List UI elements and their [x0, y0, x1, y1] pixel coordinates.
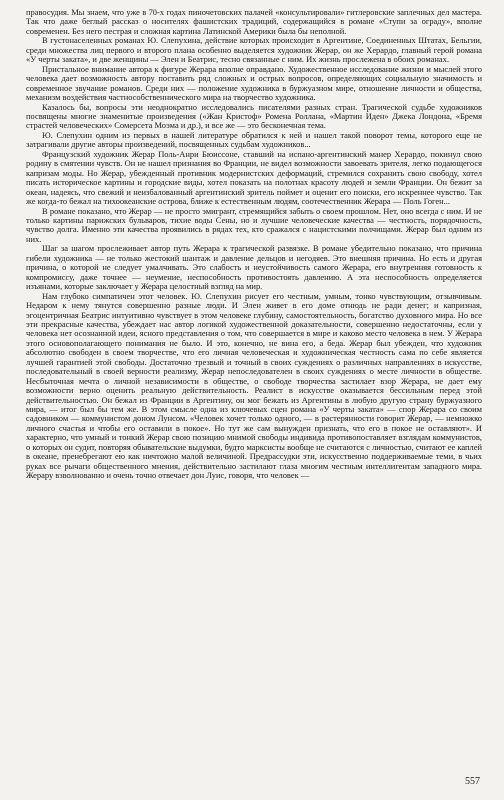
page-body-text [26, 8, 482, 481]
paragraph: Французский художник Жерар Поль-Анри Бюиссоне, ставший на испано-аргентинский манер Херардо, покинул свою родину в смятении чувств. Он не нашел признания во Франции, не видел возможности завоевать зрителя, легко подающегося капризам моды. Но Жерар, убежденный противник модернистских деформаций, стремился сохранить свою свободу, хотел писать историческое картины и городские виды, хотел показать на полотнах красоту людей и земли Франции. Он бежит за океан, надеясь, что свежий и неизбалованный аргентинский зритель поймет и оценит его поиски, его искреннее чувство. Так же когда-то бежал на тихоокеанские острова, ближе к естественным людям, соотечественник Жерара — Поль Гоген... [26, 148, 482, 207]
paragraph: Пристальное внимание автора к фигуре Жерара вполне оправдано. Художественное исследование жизни и мыслей этого человека дает возможность автору поставить ряд сложных и острых вопросов, определяющих социальную значимость и современное звучание романов. Среди них — положение художника в буржуазном мире, отношение личности и общества, механизм воздействия частнособственнического мира на творчество художника. [26, 63, 482, 103]
paragraph: Казалось бы, вопросы эти неоднократно исследовались писателями разных стран. Трагической судьбе художников посвящены многие знаменитые произведения («Жан Кристоф» Ромена Роллана, «Мартин Иден» Джека Лондона, «Бремя страстей человеческих» Сомерсета Моэма и др.), и все же — это бесконечная тема. [26, 101, 482, 131]
page-number: 557 [465, 776, 480, 787]
paragraph: Шаг за шагом прослеживает автор путь Жерара к трагической развязке. В романе убедительно показано, что причина гибели художника — не только жестокий шантаж и давление дельцов и негодяев. Это внешняя причина. Но есть и другая причина, о которой не следует умалчивать. Это слабость и неустойчивость самого Жерара, его внутренняя готовность к компромиссу, даже точнее — неумение, неспособность противостоять давлению. А эта неспособность определяется изъянами, которые заключает у Жерара целостный взгляд на мир. [26, 243, 482, 292]
paragraph: Ю. Слепухин одним из первых в нашей литературе обратился к ней и нашел такой поворот темы, которого еще не затрагивали другие авторы произведений, посвященных судьбам художников... [26, 129, 482, 150]
paragraph: Нам глубоко симпатичен этот человек. Ю. Слепухин рисует его честным, умным, тонко чувствующим, отзывчивым. Недаром к нему тянутся совершенно разные люди. И Элен живет в его доме отнюдь не ради денег; и капризная, эгоцентричная Беатрис интуитивно чувствует в этом человеке глубину, самостоятельность, богатство духовного мира. Но все эти прекрасные качества, убеждает нас автор логикой художественной доказательности, совершенно недостаточны, если у человека нет осознанной идеи, ясного представления о том, что совершается в мире и каково место человека в нем. У Жерара этого основополагающего понимания не было. И это, конечно, не вина его, а беда. Жерар был убежден, что художник абсолютно свободен в своем творчестве, что его личная человеческая и художническая честность сама по себе является лучшей гарантией этой свободы. Достаточно трезвый и точный в своих суждениях о различных направлениях в искусстве, последовательный в своей верности реализму, Жерар непоследователен в своих суждениях о месте личности в обществе. Несбыточная мечта о личной независимости в обществе, о свободе творчества застилает взор Жерара, не дает ему возможности верно оценить реальную действительность. Реалист в искусстве оказывается бессильным перед этой действительностью. Он бежал из Франции в Аргентину, он мог бежать из Аргентины в любую другую страну буржуазного мира, — итог был бы тем же. В этом смысле одна из ключевых сцен романа «У черты заката» — спор Жерара со своим садовником — коммунистом доном Лунсом. «Человек хочет только одного, — в растерянности говорит Жерар, — немножко личного счастья и чтобы его оставили в покое». Но тут же сам вынужден признать, что его в покое не оставляют». И характерно, что умный и тонкий Жерар свою позицию мнимой свободы индивида противопоставляет взглядам коммунистов, о которых он судит, повторяя обывательские выдумки, будто марксисты вообще не считаются с личностью, считают ее каплей в океане, пренебрегают ею как ничтожно малой величиной. Предрассудки эти, искусственно поддерживаемые теми, в чьих руках все рычаги общественного мнения, действительно застилают глаза многим честным интеллигентам западного мира. Жерару взволнованно и очень точно отвечает дон Луис, говоря, что человек — [26, 290, 482, 481]
paragraph: В густонаселенных романах Ю. Слепухина, действие которых происходит в Аргентине, Соединенных Штатах, Бельгии, среди множества лиц первого и второго плана особенно выделяется художник Жерар, он же Херардо, главный герой романа «У черты заката», и две женщины — Элен и Беатрис, тесно связанные с ним. Их жизнь прослежена в обоих романах. [26, 35, 482, 65]
paragraph: В романе показано, что Жерар — не просто эмигрант, стремящийся забыть о своем прошлом. Нет, оно всегда с ним. И не только картины парижских бульваров, тихие воды Сены, но и лучшие человеческие качества — честность, порядочность, чувство долга. Именно эти качества проявились в рядах тех, кто сражался с нацистскими полчищами. Жерар был одним из них. [26, 205, 482, 244]
paragraph: правосудия. Мы знаем, что уже в 70-х годах пиночетовских палачей «консультировали» гитлеровские заплечных дел мастера. Так что даже беглый рассказ о носителях фашистских традиций, содержащийся в романе «Ступи за ограду», вполне современен. Без него пестрая и сложная картина Латинской Америки была бы неполной. [26, 7, 482, 36]
